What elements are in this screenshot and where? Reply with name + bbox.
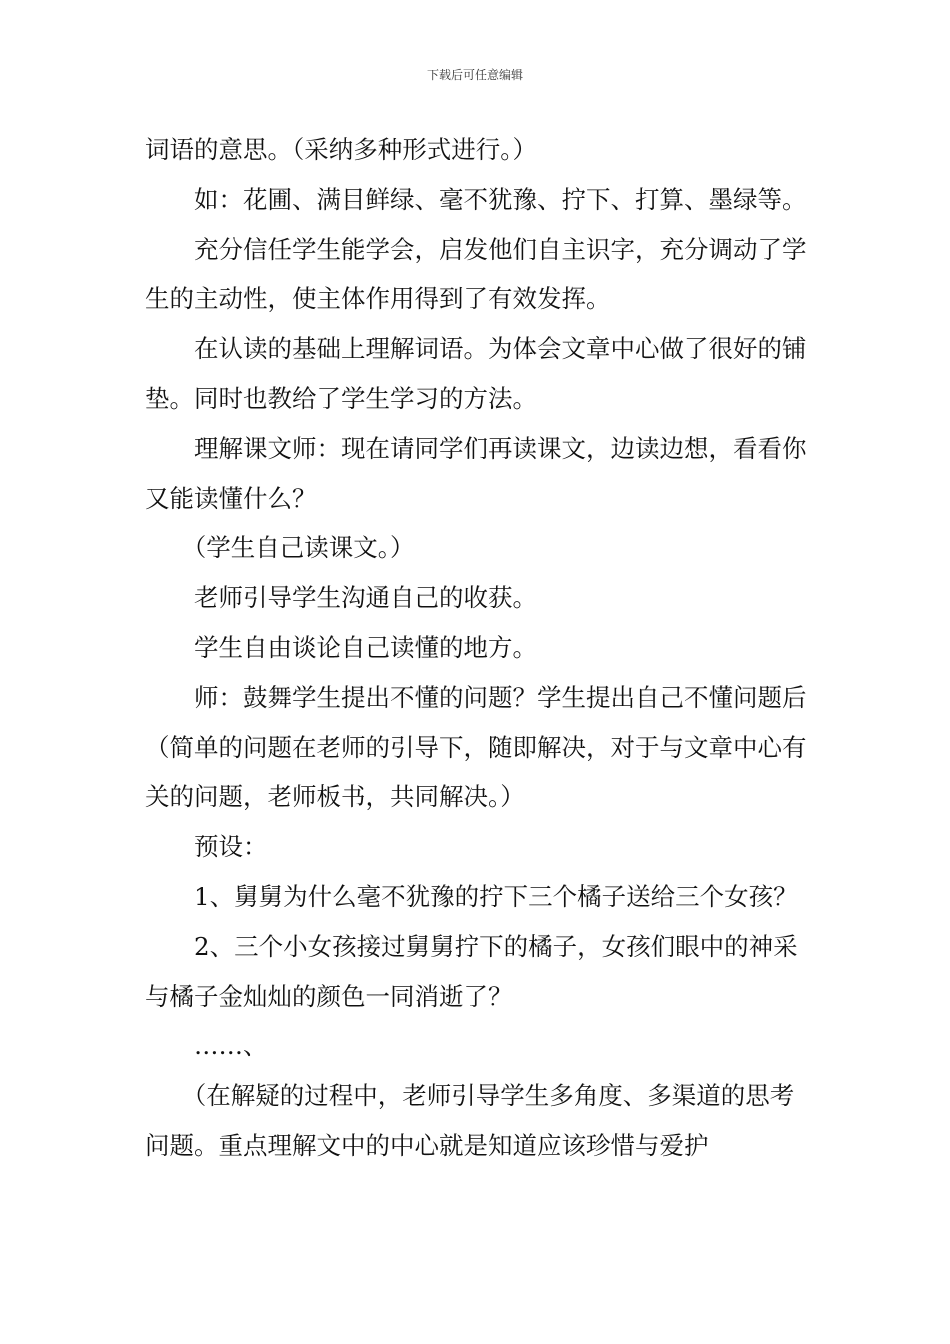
paragraph-14: （在解疑的过程中，老师引导学生多角度、多渠道的思考问题。重点理解文中的中心就是知道应该珍惜与爱护 <box>145 1081 795 1160</box>
paragraph-10: 预设： <box>194 832 268 862</box>
paragraph-2: 如：花圃、满目鲜绿、毫不犹豫、拧下、打算、墨绿等。 <box>194 184 807 214</box>
paragraph-12: 2、三个小女孩接过舅舅拧下的橘子，女孩们眼中的神采与橘子金灿灿的颜色一同消逝了？ <box>145 931 798 1011</box>
paragraph-13: ……、 <box>194 1031 268 1061</box>
paragraph-5: 理解课文师：现在请同学们再读课文，边读边想，看看你又能读懂什么？ <box>145 433 807 513</box>
paragraph-1: 词语的意思。（采纳多种形式进行。） <box>145 135 537 164</box>
paragraph-7: 老师引导学生沟通自己的收获。 <box>194 583 537 613</box>
paragraph-11: 1、舅舅为什么毫不犹豫的拧下三个橘子送给三个女孩？ <box>194 881 798 911</box>
paragraph-6: （学生自己读课文。） <box>181 533 415 563</box>
document-body <box>145 125 810 1171</box>
paragraph-8: 学生自由谈论自己读懂的地方。 <box>194 632 537 662</box>
paragraph-4: 在认读的基础上理解词语。为体会文章中心做了很好的铺垫。同时也教给了学生学习的方法。 <box>145 334 807 413</box>
paragraph-3: 充分信任学生能学会，启发他们自主识字，充分调动了学生的主动性，使主体作用得到了有效发挥。 <box>145 234 807 314</box>
paragraph-9: 师：鼓舞学生提出不懂的问题？学生提出自己不懂问题后（简单的问题在老师的引导下，随即解决，对于与文章中心有关的问题，老师板书，共同解决。） <box>145 682 807 812</box>
page-header: 下载后可任意编辑 <box>426 68 523 82</box>
